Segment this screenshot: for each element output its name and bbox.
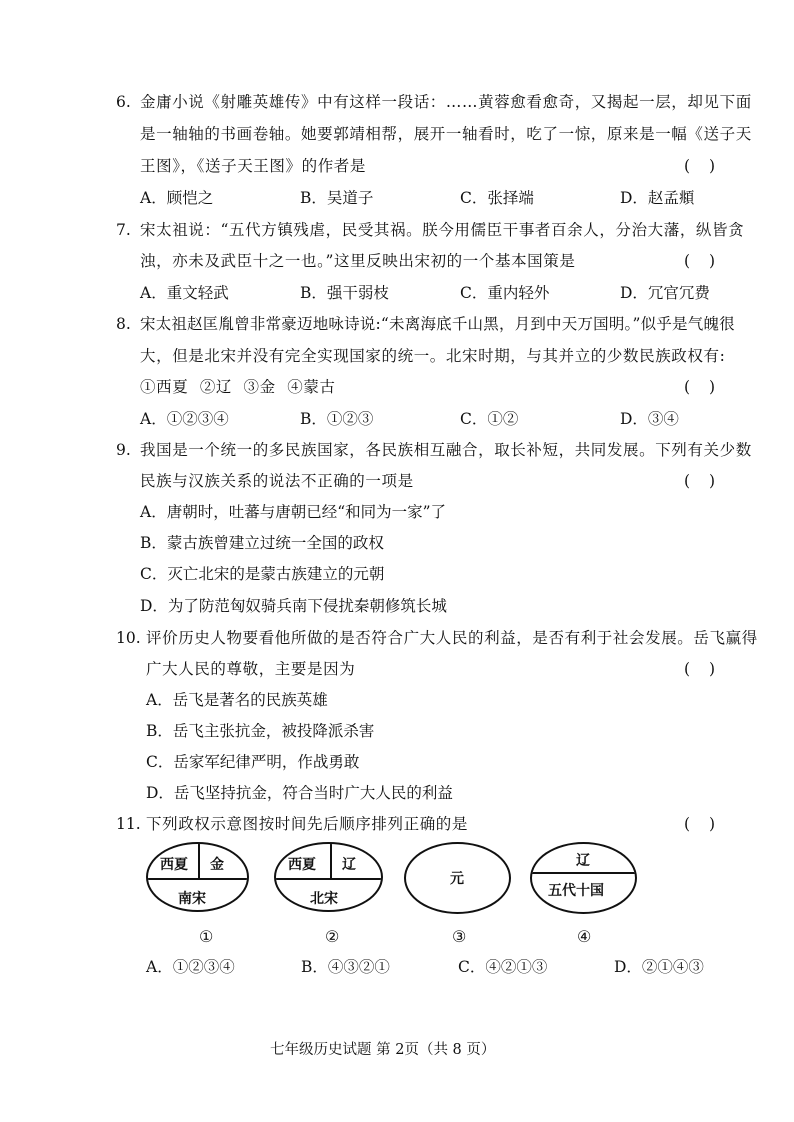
q8-option-c[interactable]: C．①② bbox=[460, 410, 519, 428]
q8-option-d[interactable]: D．③④ bbox=[620, 410, 679, 428]
q7-option-a[interactable]: A．重文轻武 bbox=[140, 284, 229, 302]
diagram-4-horizontal-divider bbox=[532, 872, 635, 874]
diagram-2-vertical-divider bbox=[330, 844, 332, 878]
diagram-2-top-right-label: 辽 bbox=[342, 857, 356, 873]
q6-line-2: 是一轴轴的书画卷轴。她要郭靖相帮，展开一轴看时，吃了一惊，原来是一幅《送子天 bbox=[140, 125, 752, 143]
q8-option-a[interactable]: A．①②③④ bbox=[140, 410, 229, 428]
diagram-2-horizontal-divider bbox=[276, 878, 381, 880]
page-footer: 七年级历史试题 第 2页（共 8 页） bbox=[270, 1042, 496, 1058]
q10-answer-paren[interactable]: ( ) bbox=[684, 660, 716, 678]
q6-line-1: 金庸小说《射雕英雄传》中有这样一段话：……黄蓉愈看愈奇，又揭起一层，却见下面 bbox=[140, 93, 752, 111]
q8-option-b[interactable]: B．①②③ bbox=[300, 410, 374, 428]
q9-option-c[interactable]: C．灭亡北宋的是蒙古族建立的元朝 bbox=[140, 565, 385, 583]
q9-number: 9. bbox=[116, 441, 131, 459]
diagram-1-top-left-label: 西夏 bbox=[160, 857, 188, 873]
q10-number: 10. bbox=[116, 629, 141, 647]
q10-line-2: 广大人民的尊敬，主要是因为 bbox=[146, 660, 356, 678]
diagram-3-number: ③ bbox=[452, 927, 467, 946]
q6-option-d[interactable]: D．赵孟頫 bbox=[620, 189, 695, 207]
q9-answer-paren[interactable]: ( ) bbox=[684, 472, 716, 490]
q7-option-b[interactable]: B．强干弱枝 bbox=[300, 284, 389, 302]
q7-option-d[interactable]: D．冗官冗费 bbox=[620, 284, 710, 302]
diagram-3-center-label: 元 bbox=[450, 871, 464, 887]
q9-line-2: 民族与汉族关系的说法不正确的一项是 bbox=[140, 472, 414, 490]
diagram-4-top-label: 辽 bbox=[576, 853, 590, 869]
q11-option-c[interactable]: C．④②①③ bbox=[458, 958, 548, 976]
q11-number: 11. bbox=[116, 815, 141, 833]
regime-diagram-1 bbox=[146, 842, 249, 912]
q11-option-a[interactable]: A．①②③④ bbox=[146, 958, 235, 976]
diagram-1-vertical-divider bbox=[198, 844, 200, 878]
q8-line-1: 宋太祖赵匡胤曾非常豪迈地咏诗说:“未离海底千山黑，月到中天万国明。”似乎是气魄很 bbox=[140, 315, 735, 333]
regime-diagram-2 bbox=[274, 842, 383, 912]
diagram-4-bottom-label: 五代十国 bbox=[548, 883, 604, 899]
q7-option-c[interactable]: C．重内轻外 bbox=[460, 284, 550, 302]
q6-line-3: 王图》，《送子天王图》的作者是 bbox=[140, 157, 367, 175]
q6-option-a[interactable]: A．顾恺之 bbox=[140, 189, 214, 207]
diagram-1-horizontal-divider bbox=[148, 878, 247, 880]
q9-option-d[interactable]: D．为了防范匈奴骑兵南下侵扰秦朝修筑长城 bbox=[140, 597, 447, 615]
q7-number: 7. bbox=[116, 221, 131, 239]
diagram-1-top-right-label: 金 bbox=[210, 857, 224, 873]
q7-line-1: 宋太祖说：“五代方镇残虐，民受其祸。朕今用儒臣干事者百余人，分治大藩，纵皆贪 bbox=[140, 221, 745, 239]
q10-option-a[interactable]: A．岳飞是著名的民族英雄 bbox=[146, 691, 328, 709]
q10-option-c[interactable]: C．岳家军纪律严明，作战勇敢 bbox=[146, 753, 360, 771]
q8-answer-paren[interactable]: ( ) bbox=[684, 378, 716, 396]
diagram-2-bottom-label: 北宋 bbox=[310, 891, 338, 907]
q7-line-2: 浊，亦未及武臣十之一也。”这里反映出宋初的一个基本国策是 bbox=[140, 252, 576, 270]
q11-option-b[interactable]: B．④③②① bbox=[301, 958, 390, 976]
q9-option-a[interactable]: A．唐朝时，吐蕃与唐朝已经“和同为一家”了 bbox=[140, 503, 447, 521]
regime-diagram-4 bbox=[530, 842, 637, 914]
diagram-2-top-left-label: 西夏 bbox=[288, 857, 316, 873]
q10-option-b[interactable]: B．岳飞主张抗金，被投降派杀害 bbox=[146, 722, 375, 740]
q6-answer-paren[interactable]: ( ) bbox=[684, 157, 716, 175]
q6-option-b[interactable]: B．吴道子 bbox=[300, 189, 374, 207]
q9-option-b[interactable]: B．蒙古族曾建立过统一全国的政权 bbox=[140, 534, 384, 552]
q11-line-1: 下列政权示意图按时间先后顺序排列正确的是 bbox=[146, 815, 469, 833]
q6-number: 6. bbox=[116, 93, 131, 111]
diagram-2-number: ② bbox=[325, 927, 340, 946]
q8-number: 8. bbox=[116, 315, 131, 333]
q9-line-1: 我国是一个统一的多民族国家，各民族相互融合，取长补短，共同发展。下列有关少数 bbox=[140, 441, 752, 459]
q10-option-d[interactable]: D．岳飞坚持抗金，符合当时广大人民的利益 bbox=[146, 784, 453, 802]
q8-line-2: 大，但是北宋并没有完全实现国家的统一。北宋时期，与其并立的少数民族政权有: bbox=[140, 347, 726, 365]
regime-diagram-3 bbox=[404, 842, 511, 914]
diagram-1-bottom-label: 南宋 bbox=[178, 891, 206, 907]
q10-line-1: 评价历史人物要看他所做的是否符合广大人民的利益，是否有利于社会发展。岳飞赢得 bbox=[146, 629, 758, 647]
diagram-4-number: ④ bbox=[577, 927, 592, 946]
q11-option-d[interactable]: D．②①④③ bbox=[614, 958, 704, 976]
q11-answer-paren[interactable]: ( ) bbox=[684, 815, 716, 833]
q6-option-c[interactable]: C．张择端 bbox=[460, 189, 534, 207]
q7-answer-paren[interactable]: ( ) bbox=[684, 252, 716, 270]
q8-line-3: ①西夏 ②辽 ③金 ④蒙古 bbox=[140, 378, 336, 396]
diagram-1-number: ① bbox=[199, 927, 214, 946]
